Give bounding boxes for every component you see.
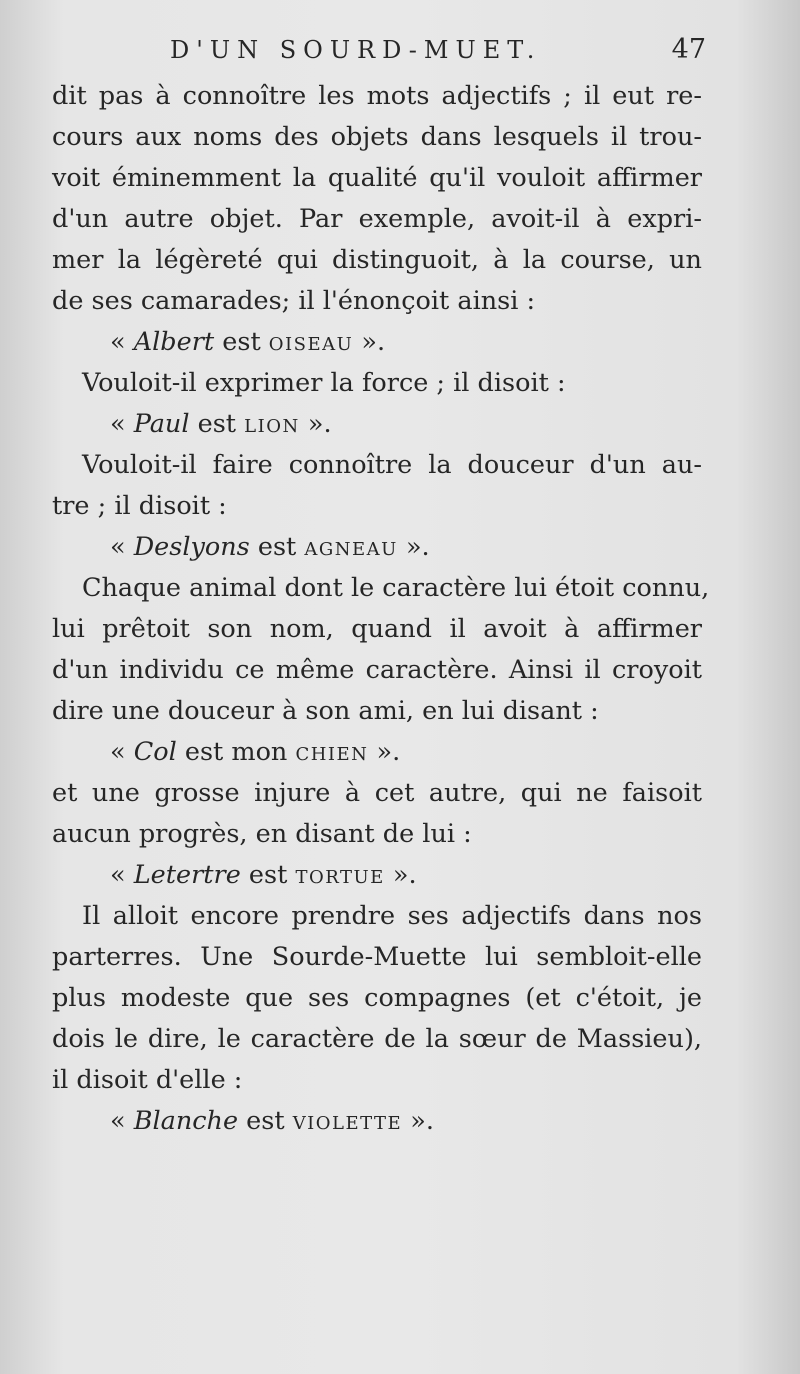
- quote-open: «: [110, 327, 134, 357]
- quote-close: ».: [402, 1106, 434, 1136]
- text-line: Vouloit-il exprimer la force ; il disoit :: [82, 368, 566, 398]
- example-paul: [52, 404, 702, 445]
- text-line: il disoit d'elle :: [52, 1065, 243, 1095]
- example-letertre: [52, 855, 702, 896]
- example-name: Col: [133, 737, 177, 767]
- text-line: dit pas à connoître les mots adjectifs ; il eut re-: [52, 81, 702, 111]
- text-line: mer la légèreté qui distinguoit, à la course, un: [52, 245, 702, 275]
- example-verb: est: [240, 860, 296, 890]
- example-col: [52, 732, 702, 773]
- example-verb: est: [214, 327, 269, 357]
- example-blanche: [52, 1101, 702, 1142]
- text-line: Chaque animal dont le caractère lui étoit connu,: [82, 573, 710, 603]
- running-head: [52, 34, 712, 70]
- example-noun: tortue: [295, 860, 385, 890]
- quote-open: «: [110, 409, 134, 439]
- example-name: Letertre: [133, 860, 241, 890]
- body-text: [52, 76, 710, 1142]
- text-line: et une grosse injure à cet autre, qui ne faisoit: [52, 778, 702, 808]
- text-line: dire une douceur à son ami, en lui disant :: [52, 696, 599, 726]
- quote-close: ».: [384, 860, 417, 890]
- quote-close: ».: [299, 409, 332, 439]
- quote-close: ».: [368, 737, 401, 767]
- text-line: d'un individu ce même caractère. Ainsi il croyoit: [52, 655, 702, 685]
- text-line: cours aux noms des objets dans lesquels il trou-: [52, 122, 702, 152]
- quote-open: «: [110, 860, 134, 890]
- text-line: lui prêtoit son nom, quand il avoit à affirmer: [52, 614, 702, 644]
- text-line: de ses camarades; il l'énonçoit ainsi :: [52, 286, 536, 316]
- example-verb: est: [249, 532, 305, 562]
- text-line: dois le dire, le caractère de la sœur de Massieu),: [52, 1024, 702, 1054]
- example-deslyons: [52, 527, 702, 568]
- example-noun: oiseau: [268, 327, 354, 357]
- running-title: D'UN SOURD-MUET.: [170, 36, 542, 64]
- example-noun: lion: [244, 409, 300, 439]
- example-noun: agneau: [304, 532, 398, 562]
- example-noun: violette: [292, 1106, 403, 1136]
- example-name: Blanche: [133, 1106, 239, 1136]
- text-line: voit éminemment la qualité qu'il vouloit affirmer: [52, 163, 702, 193]
- quote-open: «: [110, 1106, 134, 1136]
- quote-close: ».: [353, 327, 386, 357]
- text-line: Il alloit encore prendre ses adjectifs dans nos: [82, 901, 702, 931]
- example-verb: est mon: [176, 737, 296, 767]
- text-line: plus modeste que ses compagnes (et c'étoit, je: [52, 983, 702, 1013]
- quote-open: «: [110, 532, 134, 562]
- text-line: aucun progrès, en disant de lui :: [52, 819, 472, 849]
- quote-close: ».: [397, 532, 430, 562]
- text-line: parterres. Une Sourde-Muette lui sembloit-elle: [52, 942, 702, 972]
- page-number: 47: [671, 34, 706, 65]
- text-line: tre ; il disoit :: [52, 491, 227, 521]
- text-line: d'un autre objet. Par exemple, avoit-il à expri-: [52, 204, 702, 234]
- quote-open: «: [110, 737, 134, 767]
- example-name: Deslyons: [133, 532, 250, 562]
- text-line: Vouloit-il faire connoître la douceur d'un au-: [82, 450, 702, 480]
- example-verb: est: [189, 409, 245, 439]
- example-noun: chien: [295, 737, 369, 767]
- example-name: Albert: [133, 327, 215, 357]
- example-albert: [52, 322, 702, 363]
- example-name: Paul: [133, 409, 190, 439]
- example-verb: est: [238, 1106, 293, 1136]
